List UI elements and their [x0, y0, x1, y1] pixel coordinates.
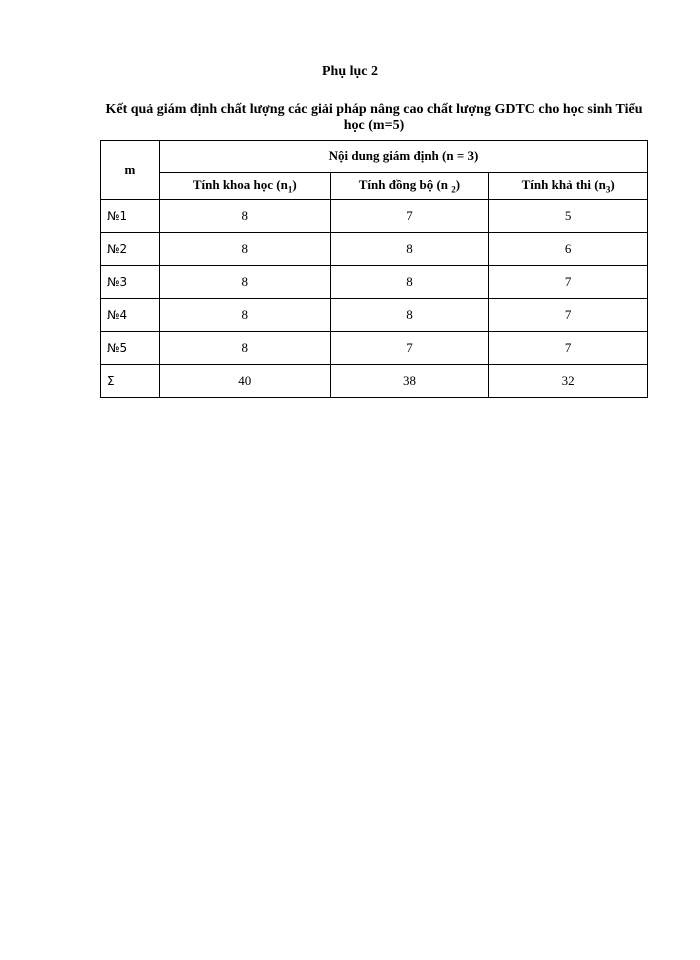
group-header: Nội dung giám định (n = 3) — [159, 141, 647, 173]
table-cell: 8 — [159, 200, 330, 233]
table-title: Kết quả giám định chất lượng các giải pháp nâng cao chất lượng GDTC cho học sinh Tiểu học (m=5) — [105, 102, 643, 133]
table-cell: 8 — [159, 233, 330, 266]
table-row — [101, 332, 648, 365]
m-header: m — [101, 141, 160, 200]
table-cell: 38 — [330, 365, 489, 398]
table-cell: 8 — [159, 332, 330, 365]
table-cell: 8 — [330, 299, 489, 332]
table-cell: 7 — [489, 266, 648, 299]
table-cell: 8 — [159, 299, 330, 332]
column-header-consistency: Tính đồng bộ (n $_2$) — [330, 172, 489, 199]
row-label: №1 — [101, 200, 160, 233]
row-label-total: Σ — [101, 365, 160, 398]
table-cell: 32 — [489, 365, 648, 398]
table-row — [101, 266, 648, 299]
column-header-scientific: Tính khoa học $(n_1)$ — [159, 172, 330, 199]
row-label: №4 — [101, 299, 160, 332]
table-cell: 8 — [159, 266, 330, 299]
table-row — [101, 233, 648, 266]
row-label: №2 — [101, 233, 160, 266]
column-header-feasibility: Tính khả thi $(n_3)$ — [489, 172, 648, 199]
table-cell: 7 — [489, 332, 648, 365]
row-label: №5 — [101, 332, 160, 365]
row-label: №3 — [101, 266, 160, 299]
table-cell: 40 — [159, 365, 330, 398]
total-row — [101, 365, 648, 398]
table-cell: 5 — [489, 200, 648, 233]
table-cell: 7 — [489, 299, 648, 332]
appendix-heading: Phụ lục 2 — [321, 64, 378, 79]
table-row — [101, 299, 648, 332]
table-cell: 7 — [330, 200, 489, 233]
table-cell: 8 — [330, 233, 489, 266]
results-table — [100, 140, 648, 398]
table-cell: 8 — [330, 266, 489, 299]
table-row — [101, 200, 648, 233]
table-cell: 7 — [330, 332, 489, 365]
table-cell: 6 — [489, 233, 648, 266]
